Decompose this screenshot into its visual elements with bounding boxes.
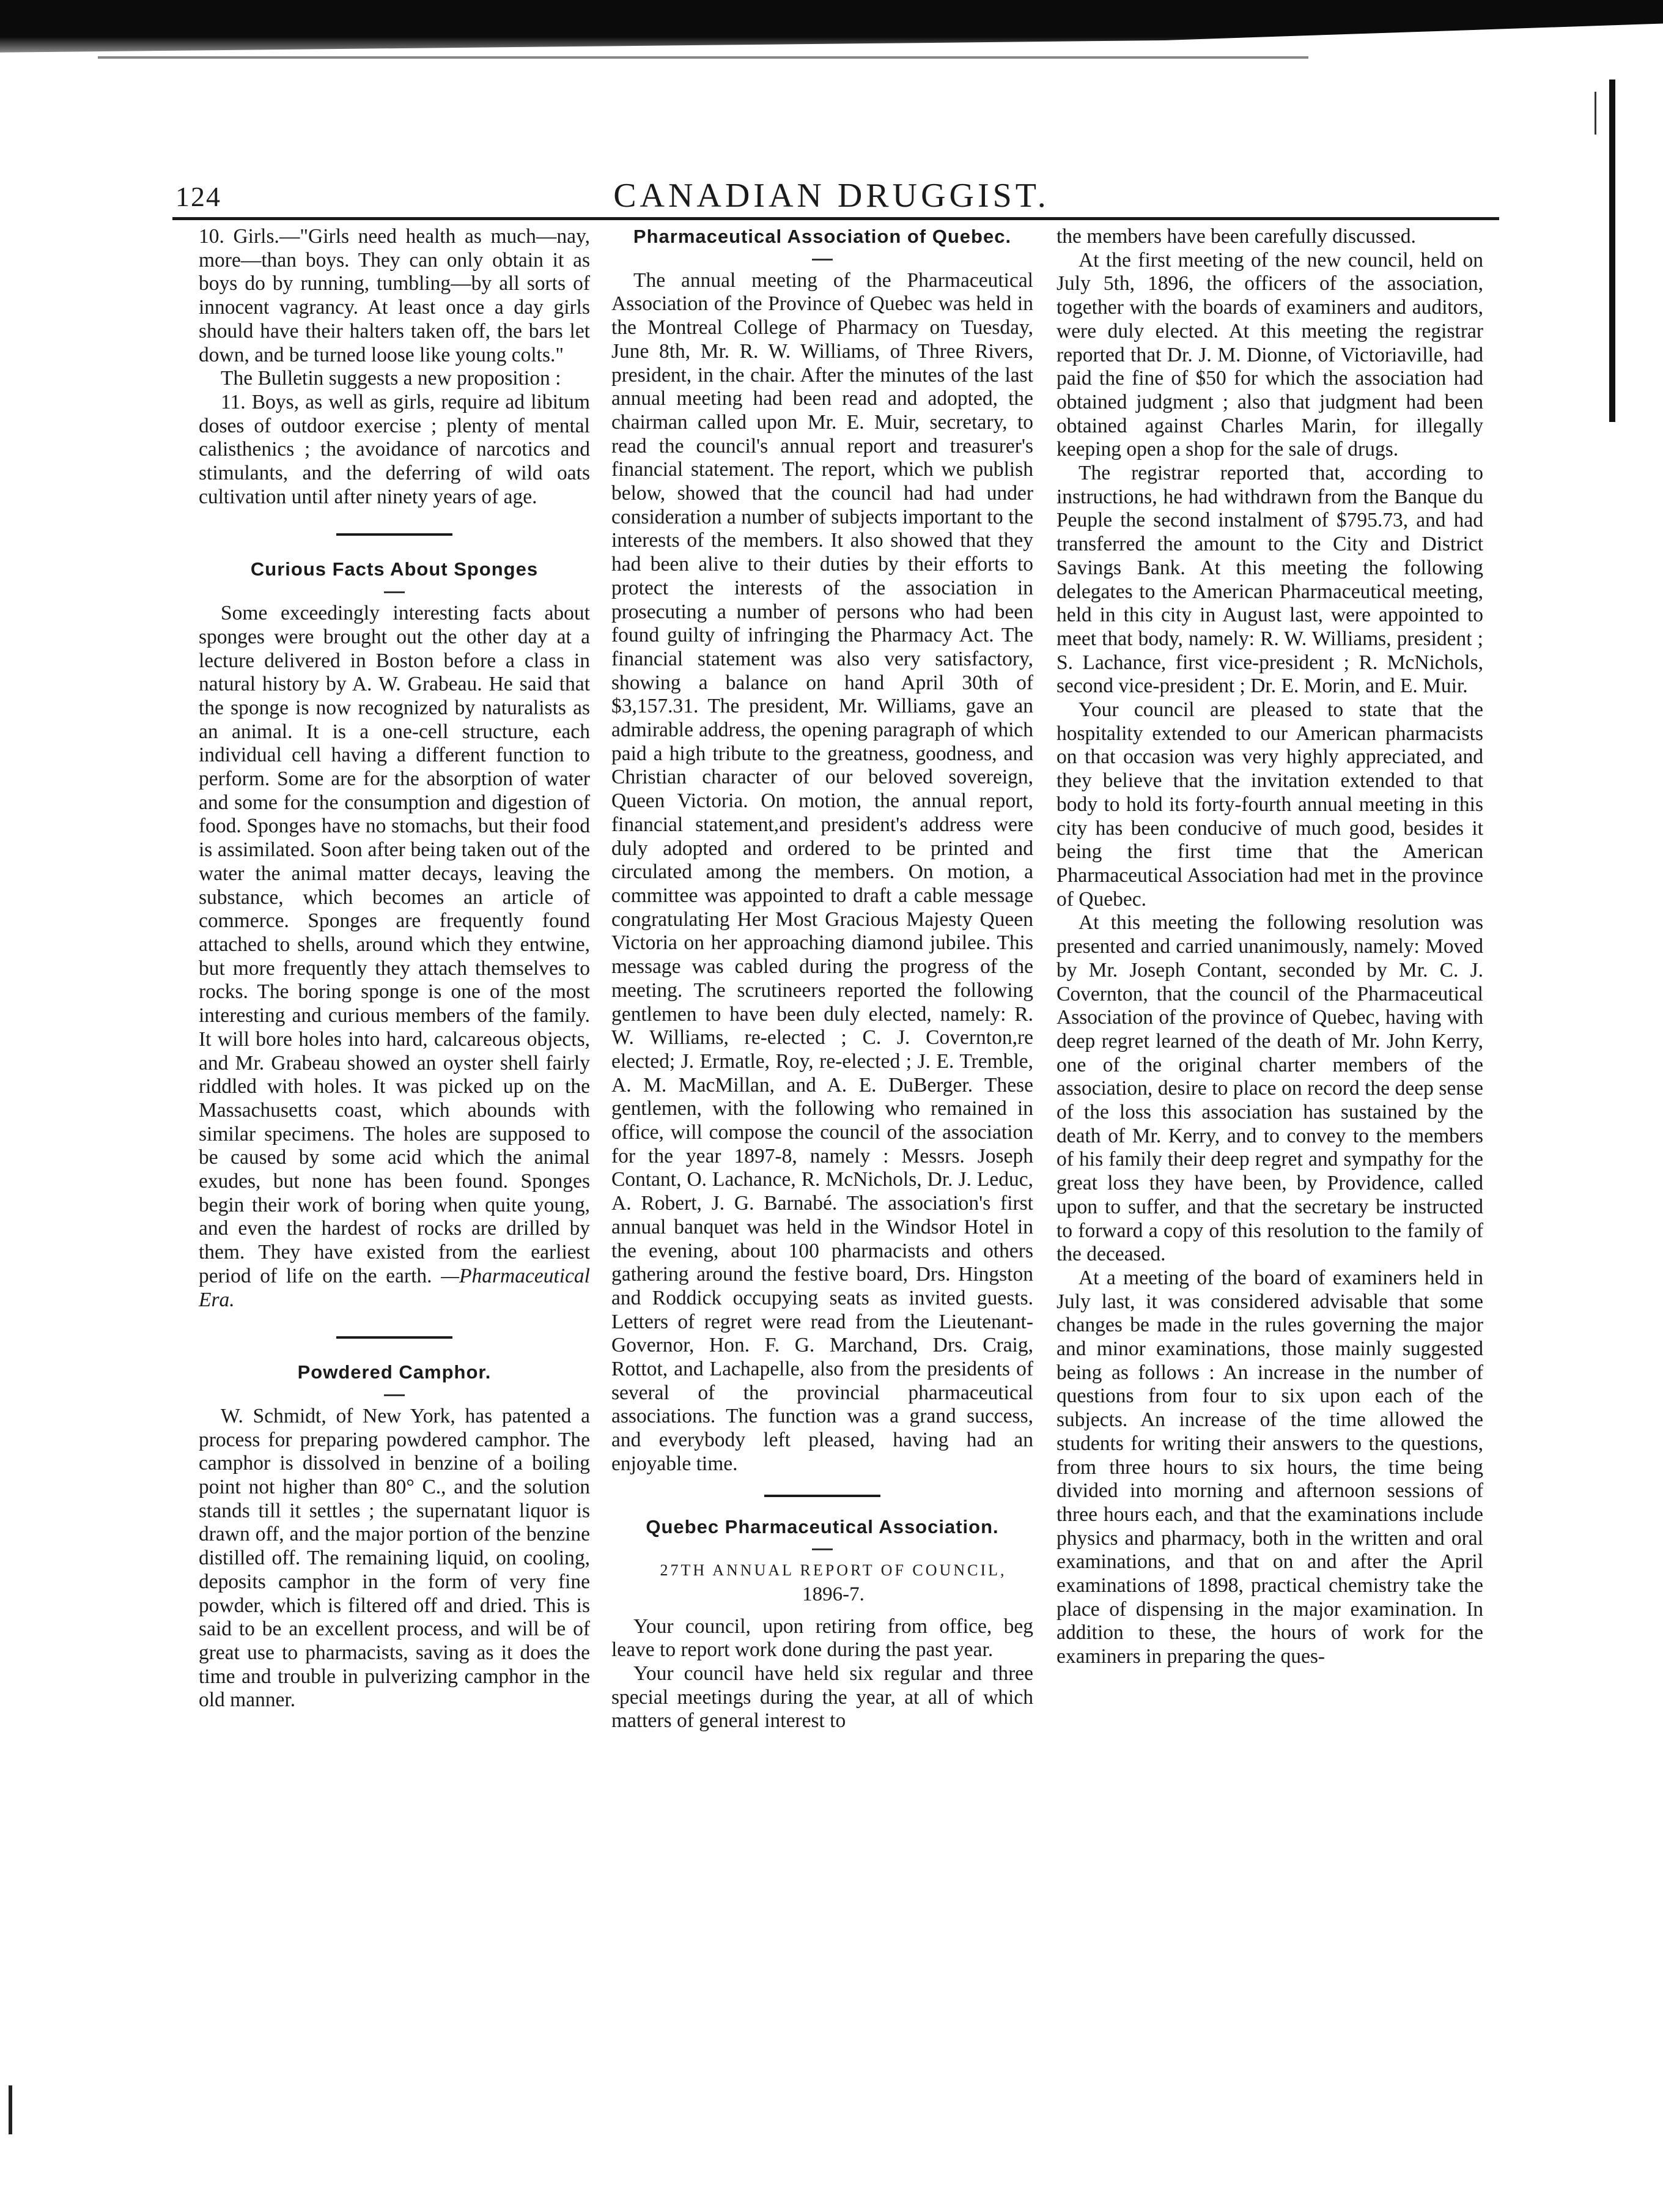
heading-dash [812, 1548, 833, 1550]
scan-edge-mark [1609, 80, 1615, 422]
report-paragraph: Your council, upon retiring from office, beg leave to report work done during the past year. [611, 1615, 1033, 1662]
report-paragraph: the members have been carefully discussed. [1056, 225, 1416, 248]
page-number: 124 [175, 181, 221, 212]
heading-dash [812, 259, 833, 261]
camphor-article: W. Schmidt, of New York, has patented a process for preparing powdered camphor. The camphor is dissolved in benzine of a boiling point not higher than 80° C., and the solution stands till it settles ; the supernatant liquor is drawn off, and the major portion of the benzine distilled off. The remaining liquid, on cooling, deposits camphor in the form of very fine powder, which is filtered off and dried. This is said to be an excellent process, and will be of great use to pharmacists, saving as it does the time and trouble in pulverizing camphor in the old manner. [199, 1404, 590, 1712]
annual-report-year: 1896-7. [802, 1583, 865, 1605]
boys-paragraph: 11. Boys, as well as girls, require ad libitum doses of outdoor exercise ; plenty of mental calisthenics ; the avoidance of narcotics and stimulants, and the deferring of wild oats cultivation until after ninety years of age. [199, 390, 590, 508]
girls-paragraph: 10. Girls.—"Girls need health as much—nay, more—than boys. They can only obtain it as boys do by running, tumbling—by all sorts of innocent vagrancy. At least once a day girls should have their halters taken off, the bars let down, and be turned loose like young colts." [199, 225, 590, 366]
scan-top-rule [98, 56, 1308, 59]
report-paragraph: Your council are pleased to state that the hospitality extended to our American pharmacists on that occasion was very highly appreciated, and they believe that the invitation extended to that body to hold its forty-fourth annual meeting in this city has been conducive of much good, besides it being the first time that the American Pharmaceutical Association had met in the province of Quebec. [1056, 698, 1483, 911]
column-right [1056, 225, 1483, 1669]
masthead-title: CANADIAN DRUGGIST. [613, 177, 1050, 215]
sponges-article: Some exceedingly interesting facts about sponges were brought out the other day at a lecture delivered in Boston before a class in natural history by A. W. Grabeau. He said that the sponge is now recognized by naturalists as an animal. It is a one-cell structure, each individual cell having a different function to perform. Some are for the absorption of water and some for the consumption and digestion of food. Sponges have no stomachs, but their food is assimilated. Soon after being taken out of the water the animal matter decays, leaving the substance, which becomes an article of commerce. Sponges are frequently found attached to shells, around which they entwine, but more frequently they attach themselves to rocks. The boring sponge is one of the most interesting and curious members of the family. It will bore holes into hard, calcareous objects, and Mr. Grabeau showed an oyster shell fairly riddled with holes. It was picked up on the Massachusetts coast, which abounds with similar specimens. The holes are supposed to be caused by some acid which the animal exudes, but none has been found. Sponges begin their work of boring when quite young, and even the hardest of rocks are drilled by them. They have existed from the earliest period of life on the earth. —Pharmaceutical Era. [199, 602, 590, 1311]
scan-left-mark [9, 2085, 12, 2134]
sponges-heading: Curious Facts About Sponges [250, 558, 539, 580]
scan-edge-mark-thin [1595, 92, 1596, 135]
header-rule [172, 217, 1499, 220]
report-paragraph: Your council have held six regular and three special meetings during the year, at all of which matters of general interest to [611, 1662, 1033, 1733]
annual-meeting-article: The annual meeting of the Pharmaceutical Association of the Province of Quebec was held in the Montreal College of Pharmacy on Tuesday, June 8th, Mr. R. W. Williams, of Three Rivers, president, in the chair. After the minutes of the last annual meeting had been read and adopted, the chairman called upon Mr. E. Muir, secretary, to read the council's annual report and treasurer's financial statement. The report, which we publish below, showed that the council had had under consideration a number of subjects important to the interests of the members. It also showed that they had been alive to their duties by their efforts to protect the interests of the association in prosecuting a number of persons who had been found guilty of infringing the Pharmacy Act. The financial statement was also very satisfactory, showing a balance on hand April 30th of $3,157.31. The president, Mr. Williams, gave an admirable address, the opening paragraph of which paid a high tribute to the greatness, goodness, and Christian character of our beloved sovereign, Queen Victoria. On motion, the annual report, financial statement,and president's address were duly adopted and ordered to be printed and circulated among the members. On motion, a committee was appointed to draft a cable message congratulating Her Most Gracious Majesty Queen Victoria on her approaching diamond jubilee. This message was cabled during the progress of the meeting. The scrutineers reported the following gentlemen to have been duly elected, namely: R. W. Williams, re-elected ; C. J. Covernton,re elected; J. Ermatle, Roy, re-elected ; J. E. Tremble, A. M. MacMillan, and A. E. DuBerger. These gentlemen, with the following who remained in office, will compose the council of the association for the year 1897-8, namely : Messrs. Joseph Contant, O. Lachance, R. McNichols, Dr. J. Leduc, A. Robert, J. G. Barnabé. The association's first annual banquet was held in the Windsor Hotel in the evening, about 100 pharmacists and others gathering around the festive board, Drs. Hingston and Roddick occupying seats as invited guests. Letters of regret were read from the Lieutenant-Governor, Hon. F. G. Marchand, Drs. Craig, Rottot, and Lachapelle, also from the presidents of several of the provincial pharmaceutical associations. The function was a grand success, and everybody left pleased, having had an enjoyable time. [611, 268, 1033, 1475]
report-paragraph: At a meeting of the board of examiners held in July last, it was considered advisable that some changes be made in the rules governing the major and minor examinations, those mainly suggested being as follows : An increase in the number of questions from four to six upon each of the subjects. An increase of the time allowed the students for writing their answers to the questions, from three hours to six hours, the time being divided into morning and afternoon sessions of three hours each, and that the examinations include physics and pharmacy, both in the written and oral examinations, and that on and after the April examinations of 1898, practical chemistry take the place of dispensing in the major examination. In addition to these, the hours of work for the examiners in preparing the ques- [1056, 1266, 1483, 1668]
quebec-association-heading: Quebec Pharmaceutical Association. [646, 1515, 999, 1537]
report-paragraph: The registrar reported that, according to instructions, he had withdrawn from the Banque du Peuple the second instalment of $795.73, and had transferred the amount to the City and District Savings Bank. At this meeting the following delegates to the American Pharmaceutical meeting, held in this city in August last, were appointed to meet that body, namely: R. W. Williams, president ; S. Lachance, first vice-president ; R. McNichols, second vice-president ; Dr. E. Morin, and E. Muir. [1056, 462, 1483, 698]
heading-dash [384, 591, 405, 593]
pharmaceutical-association-heading: Pharmaceutical Association of Quebec. [633, 226, 1012, 247]
camphor-heading: Powdered Camphor. [297, 1361, 492, 1383]
report-paragraph: At this meeting the following resolution was presented and carried unanimously, namely: Moved by Mr. Joseph Contant, seconded by Mr. C. J. Covernton, that the council of the Pharmaceutical Association of the province of Quebec, having with deep regret learned of the death of Mr. John Kerry, one of the original charter members of the association, desire to place on record the deep sense of the loss this association has sustained by the death of Mr. Kerry, and to convey to the members of his family their deep regret and sympathy for the great loss they have been, by Providence, called upon to suffer, and that the secretary be instructed to forward a copy of this resolution to the family of the deceased. [1056, 911, 1483, 1266]
report-paragraph: At the first meeting of the new council, held on July 5th, 1896, the officers of the association, together with the boards of examiners and auditors, were duly elected. At this meeting the registrar reported that Dr. J. M. Dionne, of Victoriaville, had paid the fine of $50 for which the association had obtained judgment ; also that judgment had been obtained against Charles Marin, for illegally keeping open a shop for the sale of drugs. [1056, 248, 1483, 461]
column-left [199, 225, 590, 1712]
sponges-source: —Pharmaceutical Era. [199, 1264, 590, 1311]
bulletin-paragraph: The Bulletin suggests a new proposition : [221, 367, 561, 390]
column-middle [611, 225, 1033, 1733]
heading-dash [384, 1394, 405, 1396]
annual-report-subheading: 27TH ANNUAL REPORT OF COUNCIL, [660, 1561, 1007, 1580]
